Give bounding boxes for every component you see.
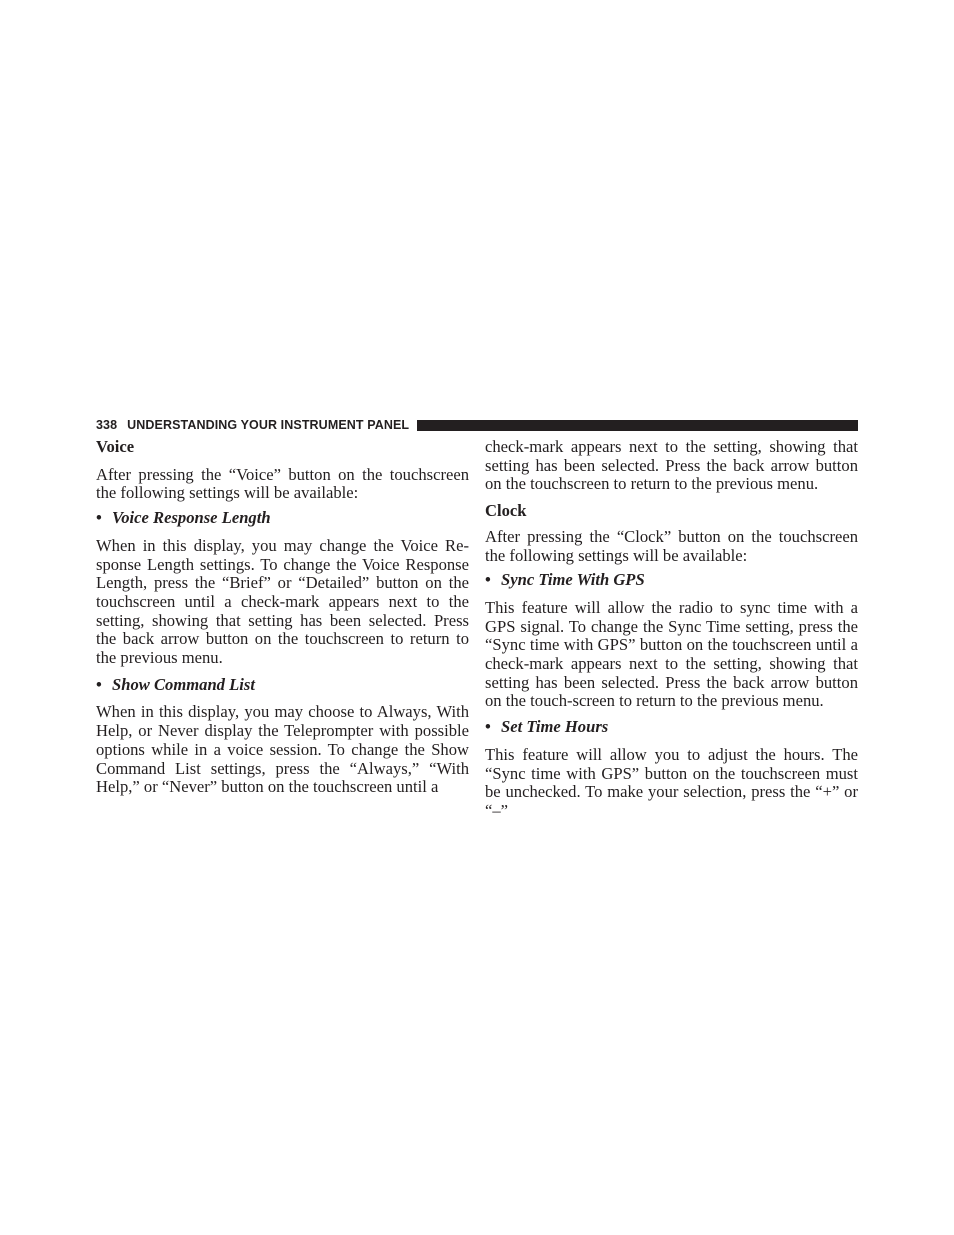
bullet-dot: • (96, 508, 102, 528)
voice-response-length-paragraph: When in this display, you may change the Voice Re-sponse Length settings. To change the Voice Response Length, press the “Brief” or “Detailed” button on the touchscreen until a check-mark appears next to the setting, showing that setting has been selected. Press the back arrow button on the touchscreen to return to the previous menu. (96, 535, 469, 668)
bullet-sync-time-with-gps (485, 571, 858, 590)
bullet-show-command-list (96, 676, 469, 695)
section-title: UNDERSTANDING YOUR INSTRUMENT PANEL (127, 418, 410, 432)
continuation-paragraph: check-mark appears next to the setting, showing that setting has been selected. Press the back arrow button on the touchscreen to return to the previous menu. (485, 437, 858, 494)
bullet-dot: • (485, 717, 491, 737)
bullet-label: Show Command List (112, 674, 255, 694)
sync-time-paragraph: This feature will allow the radio to sync time with a GPS signal. To change the Sync Time setting, press the “Sync time with GPS” button on the touchscreen until a check-mark appears next to the setting, showing that setting has been selected. Press the back arrow button on the touch-screen to return to the previous menu. (485, 597, 858, 711)
page-number: 338 (96, 418, 118, 432)
bullet-label: Voice Response Length (112, 508, 271, 528)
right-column (485, 436, 858, 821)
bullet-set-time-hours (485, 718, 858, 737)
voice-heading: Voice (96, 437, 135, 456)
left-column (96, 436, 469, 797)
header-rule-bar (417, 420, 858, 431)
show-command-list-paragraph: When in this display, you may choose to Always, With Help, or Never display the Teleprompter with possible options while in a voice session. To change the Show Command List settings, press the “Always,” “With Help,” or “Never” button on the touchscreen until a (96, 702, 469, 797)
page-header (96, 417, 858, 433)
bullet-label: Sync Time With GPS (501, 570, 645, 590)
clock-intro-paragraph: After pressing the “Clock” button on the touchscreen the following settings will be available: (485, 526, 858, 565)
clock-heading: Clock (485, 501, 527, 521)
bullet-dot: • (485, 570, 491, 590)
set-time-hours-paragraph: This feature will allow you to adjust the hours. The “Sync time with GPS” button on the touchscreen must be unchecked. To make your selection, press the “+” or “–” (485, 744, 858, 820)
bullet-label: Set Time Hours (501, 717, 609, 737)
voice-intro-paragraph: After pressing the “Voice” button on the touchscreen the following settings will be available: (96, 464, 469, 503)
bullet-voice-response-length (96, 509, 469, 528)
bullet-dot: • (96, 674, 102, 694)
